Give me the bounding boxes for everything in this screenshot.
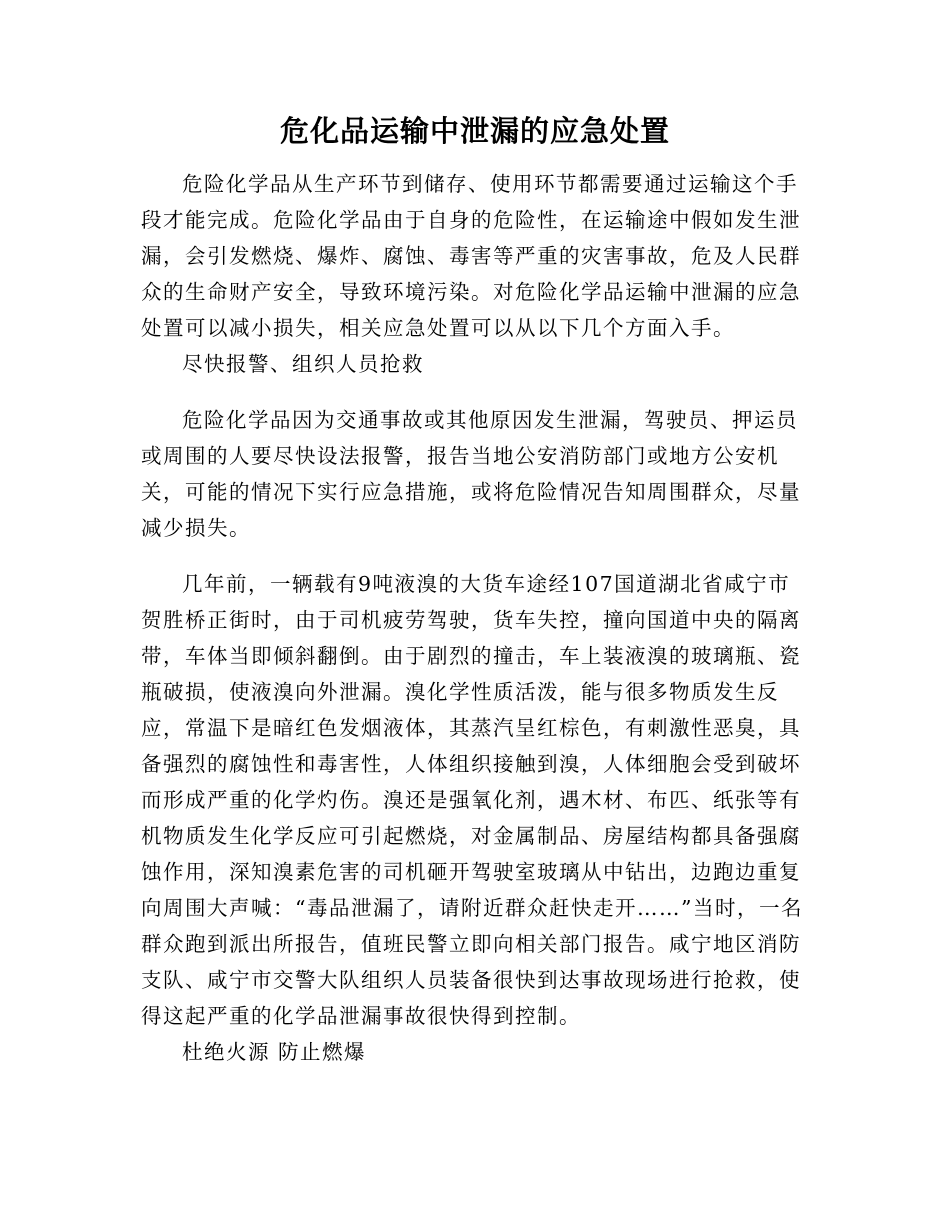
document-body [141,166,811,1070]
section-heading-fire: 杜绝火源 防止燃爆 [182,1040,367,1064]
paragraph-case: 几年前，一辆载有9吨液溴的大货车途经107国道湖北省咸宁市贺胜桥正街时，由于司机疲劳驾驶，货车失控，撞向国道中央的隔离带，车体当即倾斜翻倒。由于剧烈的撞击，车上装液溴的玻璃瓶、瓷瓶破损，使液溴向外泄漏。溴化学性质活泼，能与很多物质发生反应，常温下是暗红色发烟液体，其蒸汽呈红棕色，有刺激性恶臭，具备强烈的腐蚀性和毒害性，人体组织接触到溴，人体细胞会受到破坏而形成严重的化学灼伤。溴还是强氧化剂，遇木材、布匹、纸张等有机物质发生化学反应可引起燃烧，对金属制品、房屋结构都具备强腐蚀作用，深知溴素危害的司机砸开驾驶室玻璃从中钻出，边跑边重复向周围大声喊：“毒品泄漏了，请附近群众赶快走开……”当时，一名群众跑到派出所报告，值班民警立即向相关部门报告。咸宁地区消防支队、咸宁市交警大队组织人员装备很快到达事故现场进行抢救，使得这起严重的化学品泄漏事故很快得到控制。 [141,572,803,1028]
paragraph-intro: 危险化学品从生产环节到储存、使用环节都需要通过运输这个手段才能完成。危险化学品由于自身的危险性，在运输途中假如发生泄漏，会引发燃烧、爆炸、腐蚀、毒害等严重的灾害事故，危及人民群众的生命财产安全，导致环境污染。对危险化学品运输中泄漏的应急处置可以减小损失，相关应急处置可以从以下几个方面入手。 [141,172,801,340]
paragraph-alarm: 危险化学品因为交通事故或其他原因发生泄漏，驾驶员、押运员或周围的人要尽快设法报警，报告当地公安消防部门或地方公安机关，可能的情况下实行应急措施，或将危险情况告知周围群众，尽量减少损失。 [141,408,801,540]
document-title: 危化品运输中泄漏的应急处置 [279,114,670,148]
section-heading-alarm: 尽快报警、组织人员抢救 [182,352,424,376]
